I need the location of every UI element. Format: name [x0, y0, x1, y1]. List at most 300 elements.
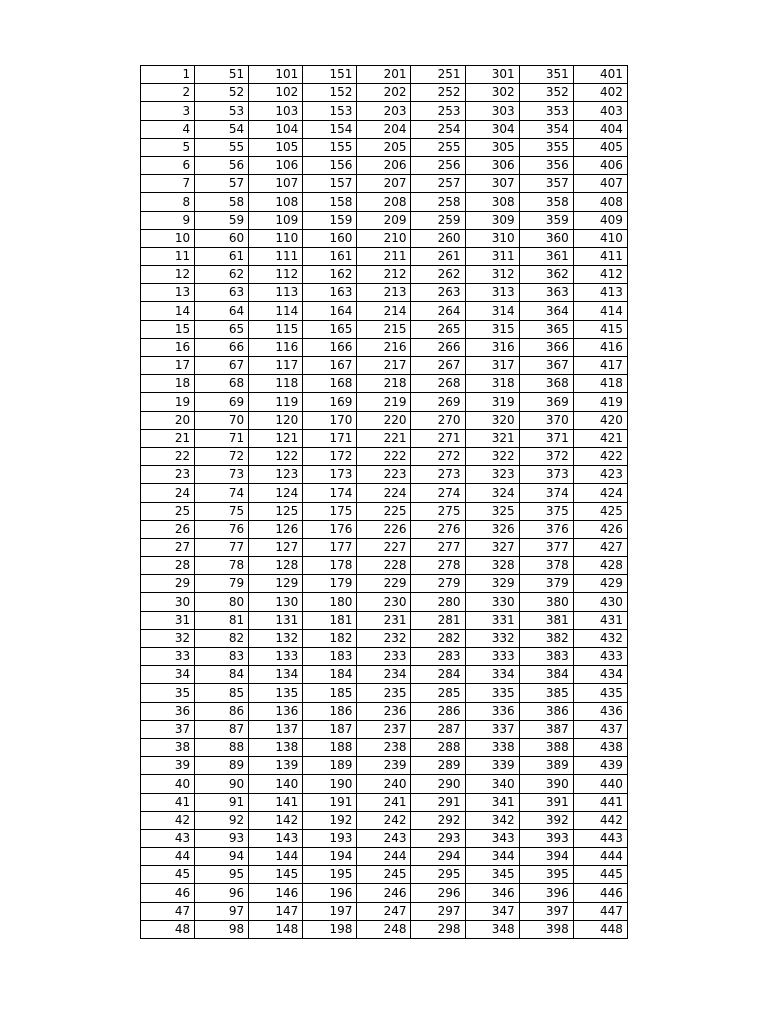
table-cell: 417	[573, 357, 627, 375]
table-cell: 147	[249, 902, 303, 920]
table-cell: 233	[357, 648, 411, 666]
table-cell: 117	[249, 357, 303, 375]
table-cell: 78	[195, 557, 249, 575]
table-cell: 263	[411, 284, 465, 302]
table-cell: 293	[411, 829, 465, 847]
table-cell: 326	[465, 520, 519, 538]
table-cell: 269	[411, 393, 465, 411]
table-cell: 87	[195, 720, 249, 738]
table-cell: 209	[357, 211, 411, 229]
table-cell: 32	[141, 629, 195, 647]
table-cell: 375	[519, 502, 573, 520]
table-cell: 238	[357, 738, 411, 756]
table-cell: 279	[411, 575, 465, 593]
table-cell: 224	[357, 484, 411, 502]
table-cell: 195	[303, 866, 357, 884]
table-cell: 254	[411, 120, 465, 138]
table-cell: 180	[303, 593, 357, 611]
table-cell: 6	[141, 156, 195, 174]
table-cell: 66	[195, 338, 249, 356]
table-cell: 389	[519, 757, 573, 775]
table-cell: 282	[411, 629, 465, 647]
table-cell: 173	[303, 466, 357, 484]
table-cell: 164	[303, 302, 357, 320]
table-cell: 115	[249, 320, 303, 338]
table-row	[141, 429, 628, 447]
table-cell: 183	[303, 648, 357, 666]
table-row	[141, 666, 628, 684]
table-cell: 184	[303, 666, 357, 684]
table-cell: 345	[465, 866, 519, 884]
table-cell: 304	[465, 120, 519, 138]
table-cell: 47	[141, 902, 195, 920]
table-cell: 348	[465, 920, 519, 938]
table-cell: 18	[141, 375, 195, 393]
table-cell: 342	[465, 811, 519, 829]
table-cell: 275	[411, 502, 465, 520]
table-cell: 442	[573, 811, 627, 829]
table-cell: 179	[303, 575, 357, 593]
table-cell: 308	[465, 193, 519, 211]
table-cell: 60	[195, 229, 249, 247]
table-row	[141, 793, 628, 811]
table-cell: 384	[519, 666, 573, 684]
table-row	[141, 502, 628, 520]
table-cell: 371	[519, 429, 573, 447]
table-cell: 40	[141, 775, 195, 793]
table-cell: 331	[465, 611, 519, 629]
table-cell: 396	[519, 884, 573, 902]
table-row	[141, 757, 628, 775]
table-cell: 151	[303, 66, 357, 84]
table-row	[141, 775, 628, 793]
table-cell: 165	[303, 320, 357, 338]
table-cell: 111	[249, 247, 303, 265]
table-cell: 208	[357, 193, 411, 211]
table-cell: 30	[141, 593, 195, 611]
table-row	[141, 629, 628, 647]
table-cell: 368	[519, 375, 573, 393]
table-cell: 397	[519, 902, 573, 920]
table-cell: 28	[141, 557, 195, 575]
table-cell: 55	[195, 138, 249, 156]
table-cell: 121	[249, 429, 303, 447]
table-cell: 427	[573, 538, 627, 556]
table-cell: 329	[465, 575, 519, 593]
table-cell: 242	[357, 811, 411, 829]
table-cell: 265	[411, 320, 465, 338]
table-cell: 383	[519, 648, 573, 666]
table-cell: 335	[465, 684, 519, 702]
table-cell: 407	[573, 175, 627, 193]
table-cell: 424	[573, 484, 627, 502]
table-cell: 344	[465, 848, 519, 866]
table-cell: 379	[519, 575, 573, 593]
table-cell: 307	[465, 175, 519, 193]
table-cell: 193	[303, 829, 357, 847]
table-cell: 126	[249, 520, 303, 538]
table-cell: 215	[357, 320, 411, 338]
table-cell: 112	[249, 266, 303, 284]
table-cell: 305	[465, 138, 519, 156]
table-cell: 181	[303, 611, 357, 629]
table-cell: 365	[519, 320, 573, 338]
table-cell: 276	[411, 520, 465, 538]
table-cell: 207	[357, 175, 411, 193]
table-row	[141, 447, 628, 465]
table-cell: 360	[519, 229, 573, 247]
table-cell: 311	[465, 247, 519, 265]
table-cell: 9	[141, 211, 195, 229]
table-cell: 302	[465, 84, 519, 102]
table-cell: 240	[357, 775, 411, 793]
table-cell: 190	[303, 775, 357, 793]
table-cell: 381	[519, 611, 573, 629]
table-cell: 283	[411, 648, 465, 666]
table-cell: 125	[249, 502, 303, 520]
table-cell: 251	[411, 66, 465, 84]
table-cell: 130	[249, 593, 303, 611]
table-cell: 133	[249, 648, 303, 666]
table-row	[141, 520, 628, 538]
table-cell: 271	[411, 429, 465, 447]
table-cell: 357	[519, 175, 573, 193]
table-cell: 447	[573, 902, 627, 920]
table-cell: 431	[573, 611, 627, 629]
table-cell: 385	[519, 684, 573, 702]
table-cell: 14	[141, 302, 195, 320]
table-cell: 323	[465, 466, 519, 484]
table-cell: 272	[411, 447, 465, 465]
table-cell: 258	[411, 193, 465, 211]
table-cell: 82	[195, 629, 249, 647]
table-cell: 446	[573, 884, 627, 902]
table-cell: 248	[357, 920, 411, 938]
table-cell: 319	[465, 393, 519, 411]
table-cell: 257	[411, 175, 465, 193]
table-cell: 230	[357, 593, 411, 611]
table-cell: 286	[411, 702, 465, 720]
table-row	[141, 320, 628, 338]
table-cell: 220	[357, 411, 411, 429]
table-cell: 298	[411, 920, 465, 938]
table-cell: 341	[465, 793, 519, 811]
table-cell: 177	[303, 538, 357, 556]
table-cell: 157	[303, 175, 357, 193]
table-row	[141, 84, 628, 102]
table-cell: 422	[573, 447, 627, 465]
table-cell: 153	[303, 102, 357, 120]
table-cell: 160	[303, 229, 357, 247]
table-cell: 65	[195, 320, 249, 338]
table-cell: 131	[249, 611, 303, 629]
table-cell: 58	[195, 193, 249, 211]
table-cell: 316	[465, 338, 519, 356]
table-cell: 20	[141, 411, 195, 429]
table-cell: 294	[411, 848, 465, 866]
table-cell: 71	[195, 429, 249, 447]
table-cell: 376	[519, 520, 573, 538]
table-cell: 77	[195, 538, 249, 556]
table-cell: 433	[573, 648, 627, 666]
table-cell: 118	[249, 375, 303, 393]
table-cell: 237	[357, 720, 411, 738]
table-cell: 56	[195, 156, 249, 174]
table-cell: 95	[195, 866, 249, 884]
table-cell: 175	[303, 502, 357, 520]
table-cell: 387	[519, 720, 573, 738]
table-cell: 289	[411, 757, 465, 775]
table-cell: 267	[411, 357, 465, 375]
table-cell: 188	[303, 738, 357, 756]
table-cell: 236	[357, 702, 411, 720]
table-cell: 290	[411, 775, 465, 793]
table-cell: 46	[141, 884, 195, 902]
table-cell: 277	[411, 538, 465, 556]
table-cell: 205	[357, 138, 411, 156]
table-cell: 143	[249, 829, 303, 847]
table-row	[141, 557, 628, 575]
table-cell: 13	[141, 284, 195, 302]
table-cell: 434	[573, 666, 627, 684]
table-cell: 369	[519, 393, 573, 411]
table-cell: 252	[411, 84, 465, 102]
table-cell: 292	[411, 811, 465, 829]
table-cell: 185	[303, 684, 357, 702]
table-cell: 75	[195, 502, 249, 520]
table-cell: 222	[357, 447, 411, 465]
number-table	[140, 65, 628, 939]
table-cell: 445	[573, 866, 627, 884]
table-cell: 122	[249, 447, 303, 465]
table-cell: 94	[195, 848, 249, 866]
table-cell: 392	[519, 811, 573, 829]
table-cell: 204	[357, 120, 411, 138]
table-cell: 158	[303, 193, 357, 211]
table-row	[141, 611, 628, 629]
table-row	[141, 538, 628, 556]
table-cell: 123	[249, 466, 303, 484]
table-cell: 85	[195, 684, 249, 702]
table-cell: 280	[411, 593, 465, 611]
table-row	[141, 575, 628, 593]
table-cell: 83	[195, 648, 249, 666]
table-cell: 421	[573, 429, 627, 447]
table-cell: 441	[573, 793, 627, 811]
table-cell: 303	[465, 102, 519, 120]
table-cell: 129	[249, 575, 303, 593]
table-cell: 404	[573, 120, 627, 138]
table-cell: 67	[195, 357, 249, 375]
table-cell: 140	[249, 775, 303, 793]
table-cell: 327	[465, 538, 519, 556]
table-row	[141, 702, 628, 720]
table-cell: 351	[519, 66, 573, 84]
table-cell: 103	[249, 102, 303, 120]
table-cell: 108	[249, 193, 303, 211]
table-cell: 268	[411, 375, 465, 393]
table-cell: 4	[141, 120, 195, 138]
table-cell: 223	[357, 466, 411, 484]
table-cell: 22	[141, 447, 195, 465]
table-cell: 92	[195, 811, 249, 829]
table-cell: 48	[141, 920, 195, 938]
table-cell: 119	[249, 393, 303, 411]
table-cell: 105	[249, 138, 303, 156]
table-cell: 24	[141, 484, 195, 502]
table-cell: 253	[411, 102, 465, 120]
table-cell: 226	[357, 520, 411, 538]
table-row	[141, 175, 628, 193]
table-cell: 96	[195, 884, 249, 902]
table-cell: 146	[249, 884, 303, 902]
table-cell: 444	[573, 848, 627, 866]
table-cell: 202	[357, 84, 411, 102]
table-cell: 31	[141, 611, 195, 629]
table-cell: 322	[465, 447, 519, 465]
table-cell: 194	[303, 848, 357, 866]
table-cell: 23	[141, 466, 195, 484]
table-cell: 366	[519, 338, 573, 356]
table-cell: 86	[195, 702, 249, 720]
table-cell: 213	[357, 284, 411, 302]
table-row	[141, 648, 628, 666]
table-cell: 128	[249, 557, 303, 575]
table-cell: 401	[573, 66, 627, 84]
table-cell: 212	[357, 266, 411, 284]
table-cell: 334	[465, 666, 519, 684]
table-cell: 174	[303, 484, 357, 502]
table-cell: 330	[465, 593, 519, 611]
table-cell: 42	[141, 811, 195, 829]
table-cell: 372	[519, 447, 573, 465]
table-cell: 97	[195, 902, 249, 920]
table-cell: 301	[465, 66, 519, 84]
table-row	[141, 811, 628, 829]
table-cell: 191	[303, 793, 357, 811]
table-cell: 260	[411, 229, 465, 247]
table-cell: 176	[303, 520, 357, 538]
table-cell: 37	[141, 720, 195, 738]
table-cell: 352	[519, 84, 573, 102]
table-cell: 347	[465, 902, 519, 920]
table-cell: 189	[303, 757, 357, 775]
table-cell: 135	[249, 684, 303, 702]
table-cell: 106	[249, 156, 303, 174]
table-row	[141, 738, 628, 756]
table-cell: 306	[465, 156, 519, 174]
table-row	[141, 138, 628, 156]
table-cell: 33	[141, 648, 195, 666]
table-cell: 333	[465, 648, 519, 666]
table-cell: 19	[141, 393, 195, 411]
table-cell: 239	[357, 757, 411, 775]
table-cell: 152	[303, 84, 357, 102]
table-cell: 161	[303, 247, 357, 265]
table-cell: 167	[303, 357, 357, 375]
table-row	[141, 156, 628, 174]
table-cell: 367	[519, 357, 573, 375]
table-row	[141, 884, 628, 902]
table-cell: 336	[465, 702, 519, 720]
table-cell: 437	[573, 720, 627, 738]
table-cell: 219	[357, 393, 411, 411]
table-cell: 61	[195, 247, 249, 265]
table-cell: 113	[249, 284, 303, 302]
table-cell: 166	[303, 338, 357, 356]
table-cell: 79	[195, 575, 249, 593]
table-cell: 419	[573, 393, 627, 411]
table-cell: 214	[357, 302, 411, 320]
table-cell: 142	[249, 811, 303, 829]
table-row	[141, 920, 628, 938]
table-cell: 76	[195, 520, 249, 538]
table-cell: 288	[411, 738, 465, 756]
table-cell: 36	[141, 702, 195, 720]
table-row	[141, 684, 628, 702]
table-cell: 101	[249, 66, 303, 84]
table-cell: 243	[357, 829, 411, 847]
table-cell: 34	[141, 666, 195, 684]
table-cell: 229	[357, 575, 411, 593]
table-cell: 206	[357, 156, 411, 174]
table-cell: 187	[303, 720, 357, 738]
table-cell: 255	[411, 138, 465, 156]
table-cell: 338	[465, 738, 519, 756]
table-cell: 182	[303, 629, 357, 647]
table-cell: 377	[519, 538, 573, 556]
table-cell: 211	[357, 247, 411, 265]
table-cell: 57	[195, 175, 249, 193]
table-cell: 35	[141, 684, 195, 702]
table-cell: 16	[141, 338, 195, 356]
table-cell: 393	[519, 829, 573, 847]
table-cell: 328	[465, 557, 519, 575]
table-cell: 420	[573, 411, 627, 429]
table-cell: 88	[195, 738, 249, 756]
table-cell: 148	[249, 920, 303, 938]
table-cell: 332	[465, 629, 519, 647]
table-cell: 178	[303, 557, 357, 575]
table-cell: 416	[573, 338, 627, 356]
table-cell: 278	[411, 557, 465, 575]
table-cell: 120	[249, 411, 303, 429]
table-body	[141, 66, 628, 939]
table-cell: 3	[141, 102, 195, 120]
table-cell: 136	[249, 702, 303, 720]
table-row	[141, 593, 628, 611]
table-cell: 15	[141, 320, 195, 338]
table-cell: 426	[573, 520, 627, 538]
table-cell: 337	[465, 720, 519, 738]
table-cell: 43	[141, 829, 195, 847]
table-cell: 363	[519, 284, 573, 302]
table-row	[141, 848, 628, 866]
table-cell: 245	[357, 866, 411, 884]
table-cell: 168	[303, 375, 357, 393]
table-cell: 68	[195, 375, 249, 393]
table-cell: 107	[249, 175, 303, 193]
table-cell: 234	[357, 666, 411, 684]
table-cell: 80	[195, 593, 249, 611]
table-cell: 198	[303, 920, 357, 938]
table-cell: 410	[573, 229, 627, 247]
table-cell: 256	[411, 156, 465, 174]
table-cell: 116	[249, 338, 303, 356]
table-cell: 73	[195, 466, 249, 484]
table-cell: 124	[249, 484, 303, 502]
table-cell: 405	[573, 138, 627, 156]
